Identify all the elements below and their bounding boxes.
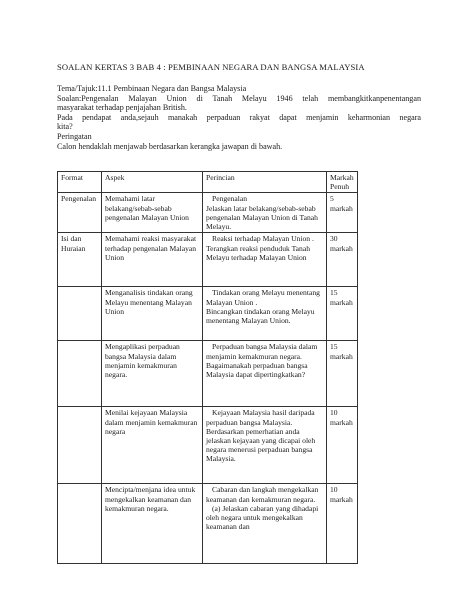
row-markah: 30 markah: [327, 233, 358, 287]
row-markah: 10 markah: [327, 407, 358, 484]
row-markah: 15 markah: [327, 287, 358, 341]
table-row: [58, 193, 358, 233]
header-markah: Markah Penuh: [327, 172, 358, 193]
row-markah: 5 markah: [327, 193, 358, 233]
soalan-line-4: kita?: [57, 122, 73, 132]
row-perincian: [203, 287, 327, 341]
row-format: Isi dan Huraian: [58, 233, 102, 287]
row-format: [58, 341, 102, 407]
perincian-heading: Pengenalan: [212, 194, 248, 204]
row-perincian: [203, 233, 327, 287]
row-aspek: Mencipta/menjana idea untuk mengekalkan keamanan dan kemakmuran negara.: [102, 484, 203, 564]
row-format: Pengenalan: [58, 193, 102, 233]
row-aspek: Menganalisis tindakan orang Melayu menentang Malayan Union: [102, 287, 203, 341]
soalan-line-1: Soalan:Pengenalan Malayan Union di Tanah Melayu 1946 telah membangkitkanpenentangan: [57, 93, 421, 103]
row-aspek: Mengaplikasi perpaduan bangsa Malaysia dalam menjamin kemakmuran negara.: [102, 341, 203, 407]
row-markah: 10 markah: [327, 484, 358, 564]
tema-line: Tema/Tajuk:11.1 Pembinaan Negara dan Bangsa Malaysia: [57, 84, 247, 93]
table-row: [58, 233, 358, 287]
row-format: [58, 484, 102, 564]
row-perincian: [203, 193, 327, 233]
soalan-line-3: Pada pendapat anda,sejauh manakah perpaduan rakyat dapat menjamin keharmonian negara: [57, 112, 421, 122]
row-format: [58, 407, 102, 484]
row-aspek: Memahami reaksi masyarakat terhadap pengenalan Malayan Union: [102, 233, 203, 287]
row-aspek: Menilai kejayaan Malaysia dalam menjamin kemakmuran negara: [102, 407, 203, 484]
page-title: SOALAN KERTAS 3 BAB 4 : PEMBINAAN NEGARA DAN BANGSA MALAYSIA: [57, 62, 365, 72]
table-header-row: [58, 172, 358, 193]
table-row: [58, 287, 358, 341]
row-perincian: [203, 484, 327, 564]
perincian-detail: Berdasarkan pemerhatian anda jelaskan kejayaan yang dicapai oleh negara menerusi perpaduan bangsa Malaysia.: [206, 426, 316, 464]
header-perincian: Perincian: [203, 172, 327, 193]
peringatan-label: Peringatan: [57, 131, 92, 141]
answer-framework-table: [57, 171, 358, 564]
row-aspek: Memahami latar belakang/sebab-sebab pengenalan Malayan Union: [102, 193, 203, 233]
soalan-line-2: masyarakat terhadap penjajahan British.: [57, 103, 187, 113]
header-format: Format: [58, 172, 102, 193]
perincian-heading: Tindakan orang Melayu menentang Malayan Union .: [206, 288, 320, 307]
perincian-detail: Bincangkan tindakan orang Melayu menentang Malayan Union.: [206, 306, 315, 326]
perincian-detail: Bagaimanakah perpaduan bangsa Malaysia dapat dipertingkatkan?: [206, 360, 308, 380]
row-markah: 15 markah: [327, 341, 358, 407]
row-perincian: [203, 407, 327, 484]
header-aspek: Aspek: [102, 172, 203, 193]
row-perincian: [203, 341, 327, 407]
question-intro: [57, 84, 421, 151]
perincian-heading: Kejayaan Malaysia hasil daripada perpaduan bangsa Malaysia.: [206, 408, 315, 427]
perincian-detail: (a) Jelaskan cabaran yang dihadapi oleh negara untuk mengekalkan keamanan dan: [206, 503, 319, 532]
table-row: [58, 407, 358, 484]
row-format: [58, 287, 102, 341]
perincian-heading: Perpaduan bangsa Malaysia dalam menjamin kemakmuran negara.: [206, 342, 318, 361]
perincian-detail: Terangkan reaksi penduduk Tanah Melayu terhadap Malayan Union: [206, 243, 311, 262]
perincian-heading: Cabaran dan langkah mengekalkan keamanan dan kemakmuran negara.: [206, 485, 319, 504]
perincian-heading: Reaksi terhadap Malayan Union .: [212, 234, 314, 244]
perincian-detail: Jelaskan latar belakang/sebab-sebab pengenalan Malayan Union di Tanah Melayu.: [206, 203, 318, 232]
table-row: [58, 341, 358, 407]
calon-instruction: Calon hendaklah menjawab berdasarkan kerangka jawapan di bawah.: [57, 141, 283, 151]
table-row: [58, 484, 358, 564]
